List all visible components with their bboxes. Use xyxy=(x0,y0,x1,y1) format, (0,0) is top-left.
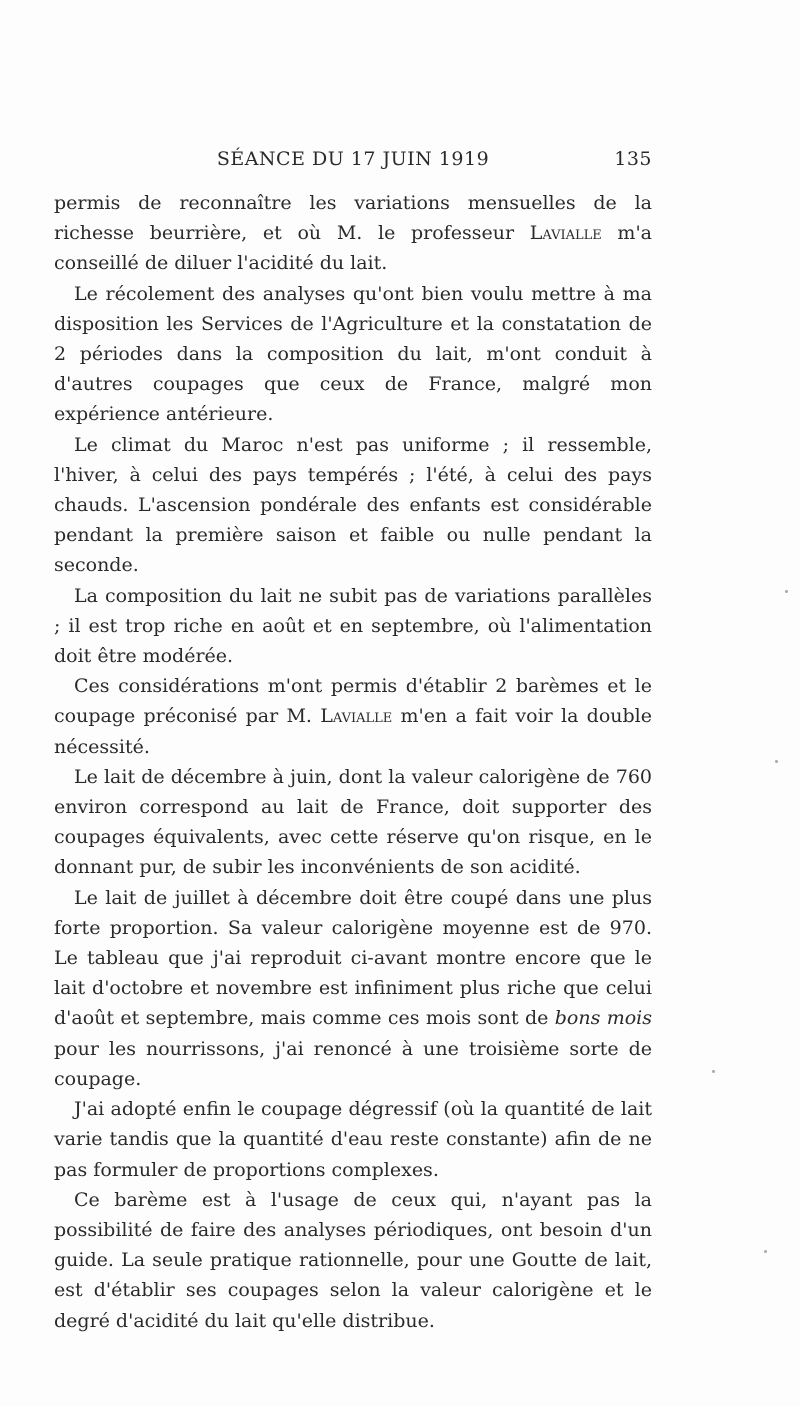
paragraph-text: m'en a fait voir la double nécessité. xyxy=(54,705,652,758)
paragraph: Le climat du Maroc n'est pas uniforme ; il ressemble, l'hiver, à celui des pays tempérés ; l'été, à celui des pays chauds. L'ascension pondérale des enfants est considérable pendant la première saison et faible ou nulle pendant la seconde. xyxy=(54,433,652,577)
author-name: Lavialle xyxy=(529,222,602,245)
paragraph: J'ai adopté enfin le coupage dégressif (où la quantité de lait varie tandis que la quantité d'eau reste constante) afin de ne pas formuler de proportions complexes. xyxy=(54,1098,652,1181)
paragraph-text: Ces considérations m'ont permis d'établir 2 barèmes et le coupage préconisé par M. xyxy=(54,675,652,728)
body-text xyxy=(54,188,652,1336)
author-name: Lavialle xyxy=(320,705,393,728)
paragraph-text: Le lait de juillet à décembre doit être coupé dans une plus forte proportion. Sa valeur calorigène moyenne est de 970. Le tableau que j'ai reproduit ci-avant montre encore que le lait d'octobre et novembre est infiniment plus riche que celui d'août et septembre, mais comme ces mois sont de xyxy=(54,886,652,1030)
page-number: 135 xyxy=(614,148,652,170)
paper-speck xyxy=(775,760,778,763)
paragraph xyxy=(54,883,652,1094)
paper-speck xyxy=(785,590,788,593)
paragraph: La composition du lait ne subit pas de variations parallèles ; il est trop riche en août et en septembre, où l'alimentation doit être modérée. xyxy=(54,584,652,668)
paragraph: Le lait de décembre à juin, dont la valeur calorigène de 760 environ correspond au lait de France, doit supporter des coupages équivalents, avec cette réserve qu'on risque, en le donnant pur, de subir les inconvénients de son acidité. xyxy=(54,765,652,879)
paragraph: Ce barème est à l'usage de ceux qui, n'ayant pas la possibilité de faire des analyses périodiques, ont besoin d'un guide. La seule pratique rationnelle, pour une Goutte de lait, est d'établir ses coupages selon la valeur calorigène et le degré d'acidité du lait qu'elle distribue. xyxy=(54,1188,652,1332)
paragraph-text: m'a conseillé de diluer l'acidité du lait. xyxy=(54,222,653,275)
paragraph-text: pour les nourrissons, j'ai renoncé à une troisième sorte de coupage. xyxy=(54,1037,652,1090)
italic-phrase: bons mois xyxy=(554,1007,652,1030)
paragraph-continuation xyxy=(54,188,652,279)
paragraph-text: permis de reconnaître les variations mensuelles de la richesse beurrière, et où M. le professeur xyxy=(54,192,652,245)
paper-speck xyxy=(712,1070,715,1073)
paper-speck xyxy=(764,1250,767,1253)
paragraph xyxy=(54,671,652,762)
running-head xyxy=(54,148,652,176)
running-head-title: SÉANCE DU 17 JUIN 1919 xyxy=(216,148,490,170)
paragraph: Le récolement des analyses qu'ont bien voulu mettre à ma disposition les Services de l'Agriculture et la constatation de 2 périodes dans la composition du lait, m'ont conduit à d'autres coupages que ceux de France, malgré mon expérience antérieure. xyxy=(54,282,652,426)
